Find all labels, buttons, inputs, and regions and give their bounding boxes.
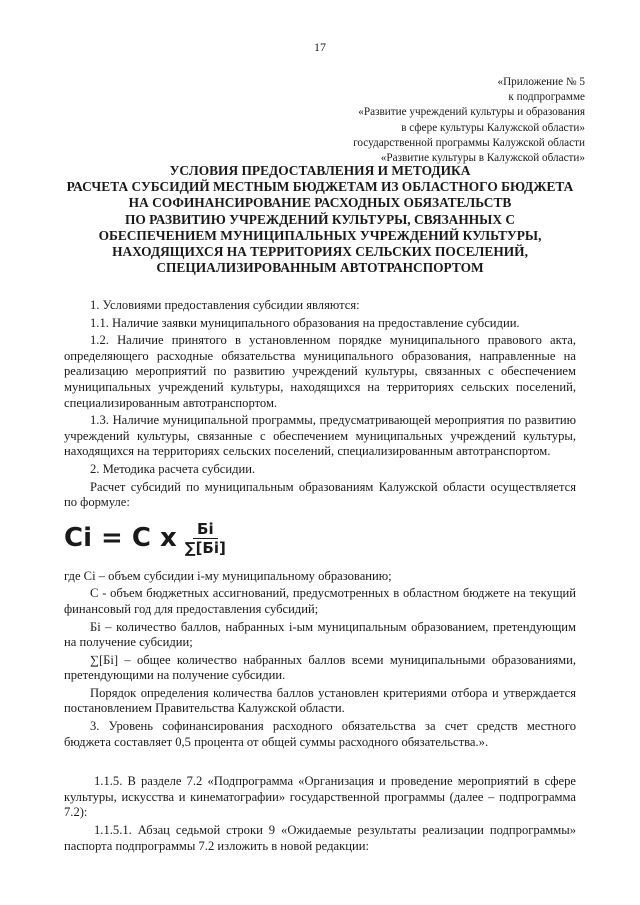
title-line: ПО РАЗВИТИЮ УЧРЕЖДЕНИЙ КУЛЬТУРЫ, СВЯЗАННЫХ С bbox=[124, 211, 516, 227]
definition-ci: где Сi – объем субсидии i-му муниципальному образованию; bbox=[64, 568, 392, 583]
paragraph-calculation: Расчет субсидий по муниципальным образованиям Калужской области осуществляется по формуле: bbox=[64, 479, 576, 510]
page-number: 17 bbox=[314, 40, 326, 54]
title-line: НАХОДЯЩИХСЯ НА ТЕРРИТОРИЯХ СЕЛЬСКИХ ПОСЕЛЕНИЙ, bbox=[112, 244, 528, 260]
formula-denominator: ∑[Бi] bbox=[184, 539, 226, 558]
paragraph-1-3: 1.3. Наличие муниципальной программы, предусматривающей мероприятия по развитию учреждений культуры, связанные с обеспечением муниципальных учреждений культуры, находящихся на территориях сельских поселений, специализированным автотранспортом. bbox=[64, 413, 576, 459]
appendix-line: государственной программы Калужской области bbox=[353, 136, 585, 149]
section-gap bbox=[64, 752, 576, 774]
formula-numerator: Бi bbox=[193, 520, 218, 539]
definition-sum: ∑[Бi] – общее количество набранных баллов всеми муниципальными образованиями, претендующими на получение субсидии. bbox=[64, 652, 576, 683]
formula-lhs: Сi = С x bbox=[64, 522, 177, 553]
paragraph-method: 2. Методика расчета субсидии. bbox=[90, 461, 256, 476]
paragraph-1-2: 1.2. Наличие принятого в установленном порядке муниципального правового акта, определяющего расходные обязательства муниципального образования, направленные на реализацию мероприятий по развитию учреждений культуры, связанных с обеспечением муниципальных учреждений культуры, находящихся на территориях сельских поселений, специализированным автотранспортом. bbox=[64, 333, 576, 410]
formula-fraction bbox=[181, 520, 230, 557]
appendix-line: «Развитие учреждений культуры и образования bbox=[358, 106, 585, 119]
appendix-header bbox=[353, 75, 585, 166]
paragraph-order: Порядок определения количества баллов установлен критериями отбора и утверждается постановлением Правительства Калужской области. bbox=[64, 685, 576, 716]
appendix-line: в сфере культуры Калужской области» bbox=[401, 121, 585, 134]
appendix-line: к подпрограмме bbox=[508, 91, 585, 104]
definition-bi: Бi – количество баллов, набранных i-ым муниципальным образованием, претендующим на получение субсидии; bbox=[64, 619, 576, 650]
paragraph-1-1: 1.1. Наличие заявки муниципального образования на предоставление субсидии. bbox=[90, 315, 520, 330]
definition-c: С - объем бюджетных ассигнований, предусмотренных в областном бюджете на текущий финансовый год для предоставления субсидий; bbox=[64, 586, 576, 616]
paragraph-cofinancing: 3. Уровень софинансирования расходного обязательства за счет средств местного бюджета составляет 0,5 процента от общей суммы расходного обязательства.». bbox=[64, 719, 576, 749]
document-body bbox=[64, 298, 576, 856]
title-line: СПЕЦИАЛИЗИРОВАННЫМ АВТОТРАНСПОРТОМ bbox=[156, 260, 484, 276]
document-title bbox=[40, 163, 600, 276]
subsidy-formula bbox=[64, 513, 576, 565]
appendix-line: «Развитие культуры в Калужской области» bbox=[380, 152, 585, 165]
paragraph-1-1-5: 1.1.5. В разделе 7.2 «Подпрограмма «Организация и проведение мероприятий в сфере культуры, искусства и кинематографии» государственной программы (далее – подпрограмма 7.2): bbox=[64, 774, 576, 820]
paragraph-1-1-5-1: 1.1.5.1. Абзац седьмой строки 9 «Ожидаемые результаты реализации подпрограммы» паспорта подпрограммы 7.2 изложить в новой редакции: bbox=[64, 823, 576, 853]
paragraph-conditions: 1. Условиями предоставления субсидии являются: bbox=[90, 298, 360, 312]
title-line: ОБЕСПЕЧЕНИЕМ МУНИЦИПАЛЬНЫХ УЧРЕЖДЕНИЙ КУЛЬТУРЫ, bbox=[98, 227, 542, 243]
title-line: УСЛОВИЯ ПРЕДОСТАВЛЕНИЯ И МЕТОДИКА bbox=[169, 163, 471, 178]
title-line: РАСЧЕТА СУБСИДИЙ МЕСТНЫМ БЮДЖЕТАМ ИЗ ОБЛАСТНОГО БЮДЖЕТА bbox=[66, 179, 574, 195]
title-line: НА СОФИНАНСИРОВАНИЕ РАСХОДНЫХ ОБЯЗАТЕЛЬСТВ bbox=[128, 195, 512, 211]
appendix-line: «Приложение № 5 bbox=[497, 76, 585, 88]
